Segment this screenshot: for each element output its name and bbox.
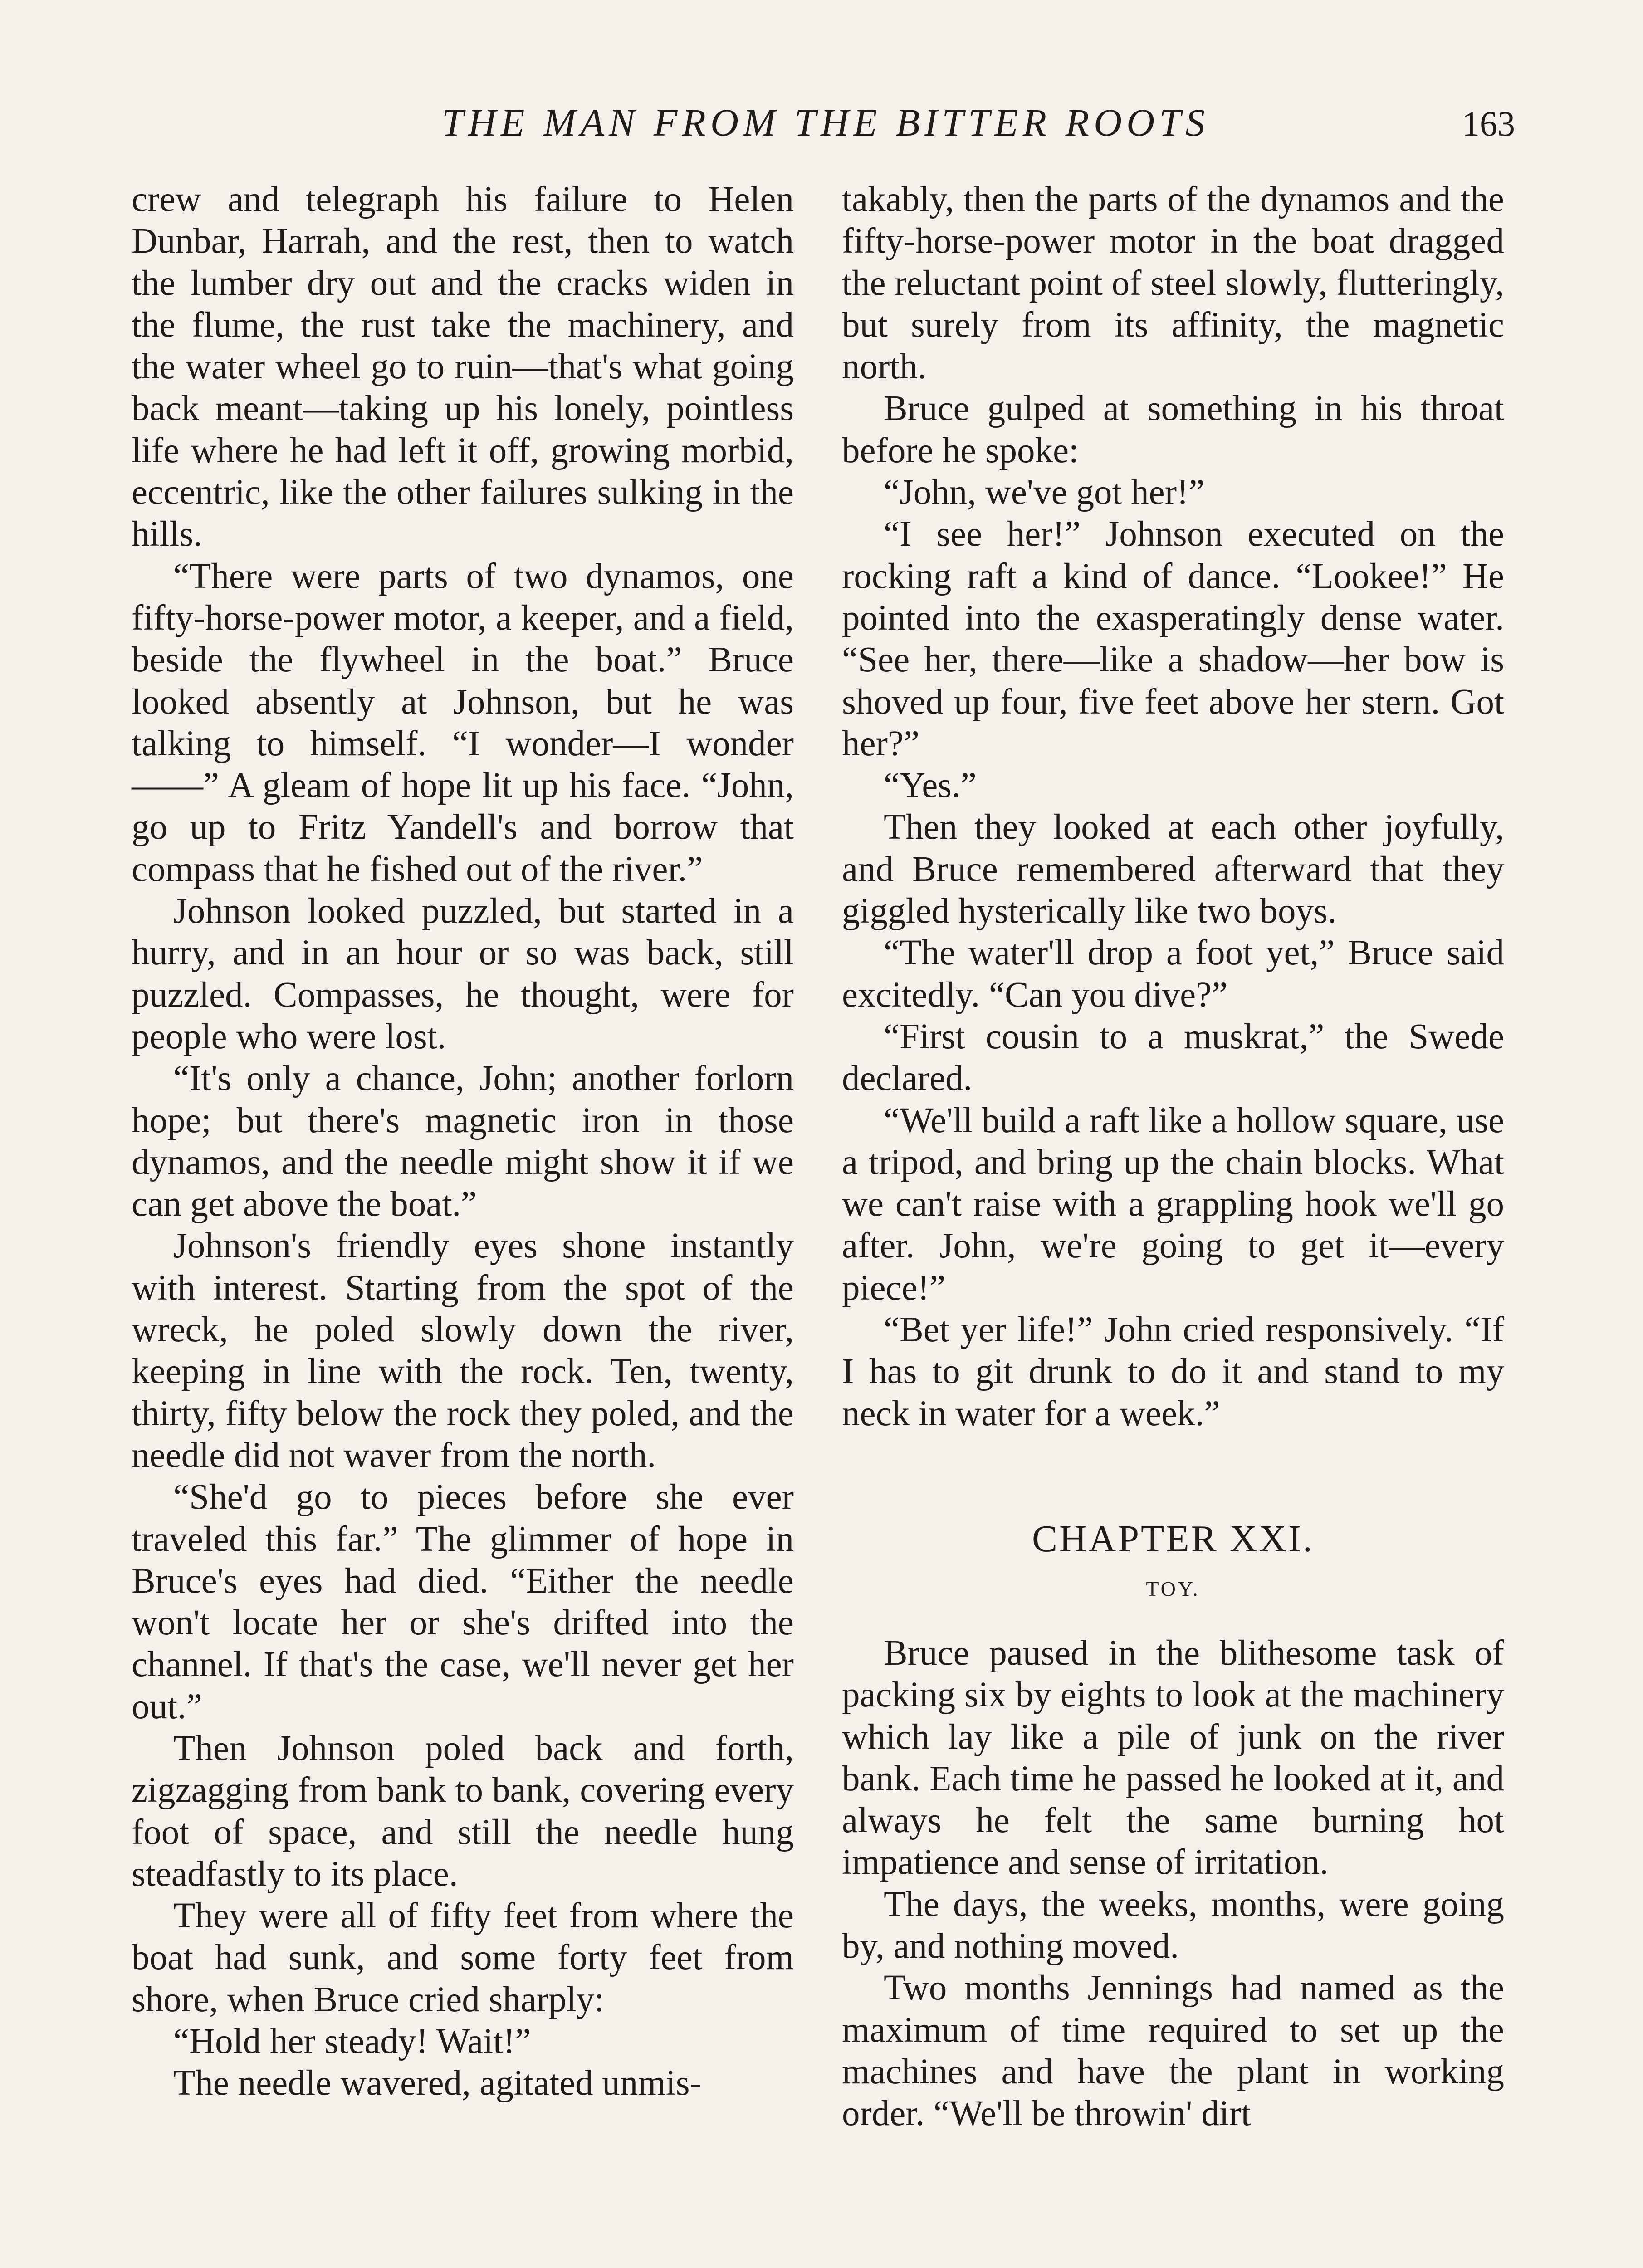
paragraph: “There were parts of two dynamos, one fifty-horse-power motor, a keeper, and a field, beside the flywheel in the boat.” Bruce looked absently at Johnson, but he was talking to himself. “I wonder—I wonder——” A gleam of hope lit up his face. “John, go up to Fritz Yandell's and borrow that compass that he fished out of the river.”: [132, 556, 794, 889]
page-number: 163: [1462, 104, 1515, 143]
paragraph: Bruce paused in the blithesome task of packing six by eights to look at the machinery which lay like a pile of junk on the river bank. Each time he passed he looked at it, and always he felt the same burning hot impatience and sense of irritation.: [842, 1633, 1504, 1882]
paragraph: “John, we've got her!”: [884, 473, 1205, 513]
paragraph: “I see her!” Johnson executed on the rocking raft a kind of dance. “Lookee!” He pointed into the exasperatingly dense water. “See her, there—like a shadow—her bow is shoved up four, five feet above her stern. Got her?”: [842, 514, 1504, 763]
chapter-heading: CHAPTER XXI.: [1032, 1517, 1314, 1560]
paragraph: “Yes.”: [884, 766, 977, 806]
paragraph: takably, then the parts of the dynamos and the fifty-horse-power motor in the boat dragged the reluctant point of steel slowly, flutteringly, but surely from its affinity, the magnetic north.: [842, 180, 1504, 387]
left-column: [132, 179, 794, 2105]
paragraph: crew and telegraph his failure to Helen Dunbar, Harrah, and the rest, then to watch the lumber dry out and the cracks widen in the flume, the rust take the machinery, and the water wheel go to ruin—that's what going back meant—taking up his lonely, pointless life where he had left it off, growing morbid, eccentric, like the other failures sulking in the hills.: [132, 180, 794, 554]
paragraph: The days, the weeks, months, were going by, and nothing moved.: [842, 1884, 1504, 1966]
paragraph: “Bet yer life!” John cried responsively. “If I has to git drunk to do it and stand to my neck in water for a week.”: [842, 1310, 1504, 1433]
paragraph: “We'll build a raft like a hollow square, use a tripod, and bring up the chain blocks. What we can't raise with a grappling hook we'll go after. John, we're going to get it—every piece!”: [842, 1100, 1504, 1308]
paragraph: “First cousin to a muskrat,” the Swede declared.: [842, 1017, 1504, 1099]
paragraph: Johnson's friendly eyes shone instantly with interest. Starting from the spot of the wreck, he poled slowly down the river, keeping in line with the rock. Ten, twenty, thirty, fifty below the rock they poled, and the needle did not waver from the north.: [132, 1226, 794, 1475]
paragraph: The needle wavered, agitated unmis-: [173, 2063, 702, 2103]
paragraph: Bruce gulped at something in his throat before he spoke:: [842, 389, 1504, 470]
paragraph: “It's only a chance, John; another forlorn hope; but there's magnetic iron in those dynamos, and the needle might show it if we can get above the boat.”: [132, 1059, 794, 1224]
chapter-subtitle: TOY.: [1146, 1577, 1200, 1600]
running-title: THE MAN FROM THE BITTER ROOTS: [441, 101, 1210, 144]
paragraph: Two months Jennings had named as the maximum of time required to set up the machines and have the plant in working order. “We'll be throwin' dirt: [842, 1968, 1504, 2134]
paragraph: “She'd go to pieces before she ever traveled this far.” The glimmer of hope in Bruce's eyes had died. “Either the needle won't locate her or she's drifted into the channel. If that's the case, we'll never get her out.”: [132, 1477, 794, 1726]
paragraph: Johnson looked puzzled, but started in a hurry, and in an hour or so was back, still puzzled. Compasses, he thought, were for people who were lost.: [132, 891, 794, 1056]
paragraph: “Hold her steady! Wait!”: [173, 2022, 531, 2062]
paragraph: Then Johnson poled back and forth, zigzagging from bank to bank, covering every foot of space, and still the needle hung steadfastly to its place.: [132, 1728, 794, 1894]
paragraph: They were all of fifty feet from where the boat had sunk, and some forty feet from shore, when Bruce cried sharply:: [132, 1896, 794, 2019]
paragraph: Then they looked at each other joyfully, and Bruce remembered afterward that they giggled hysterically like two boys.: [842, 807, 1504, 931]
paragraph: “The water'll drop a foot yet,” Bruce said excitedly. “Can you dive?”: [842, 933, 1504, 1015]
running-header: [136, 100, 1515, 159]
right-column: [842, 179, 1504, 2135]
